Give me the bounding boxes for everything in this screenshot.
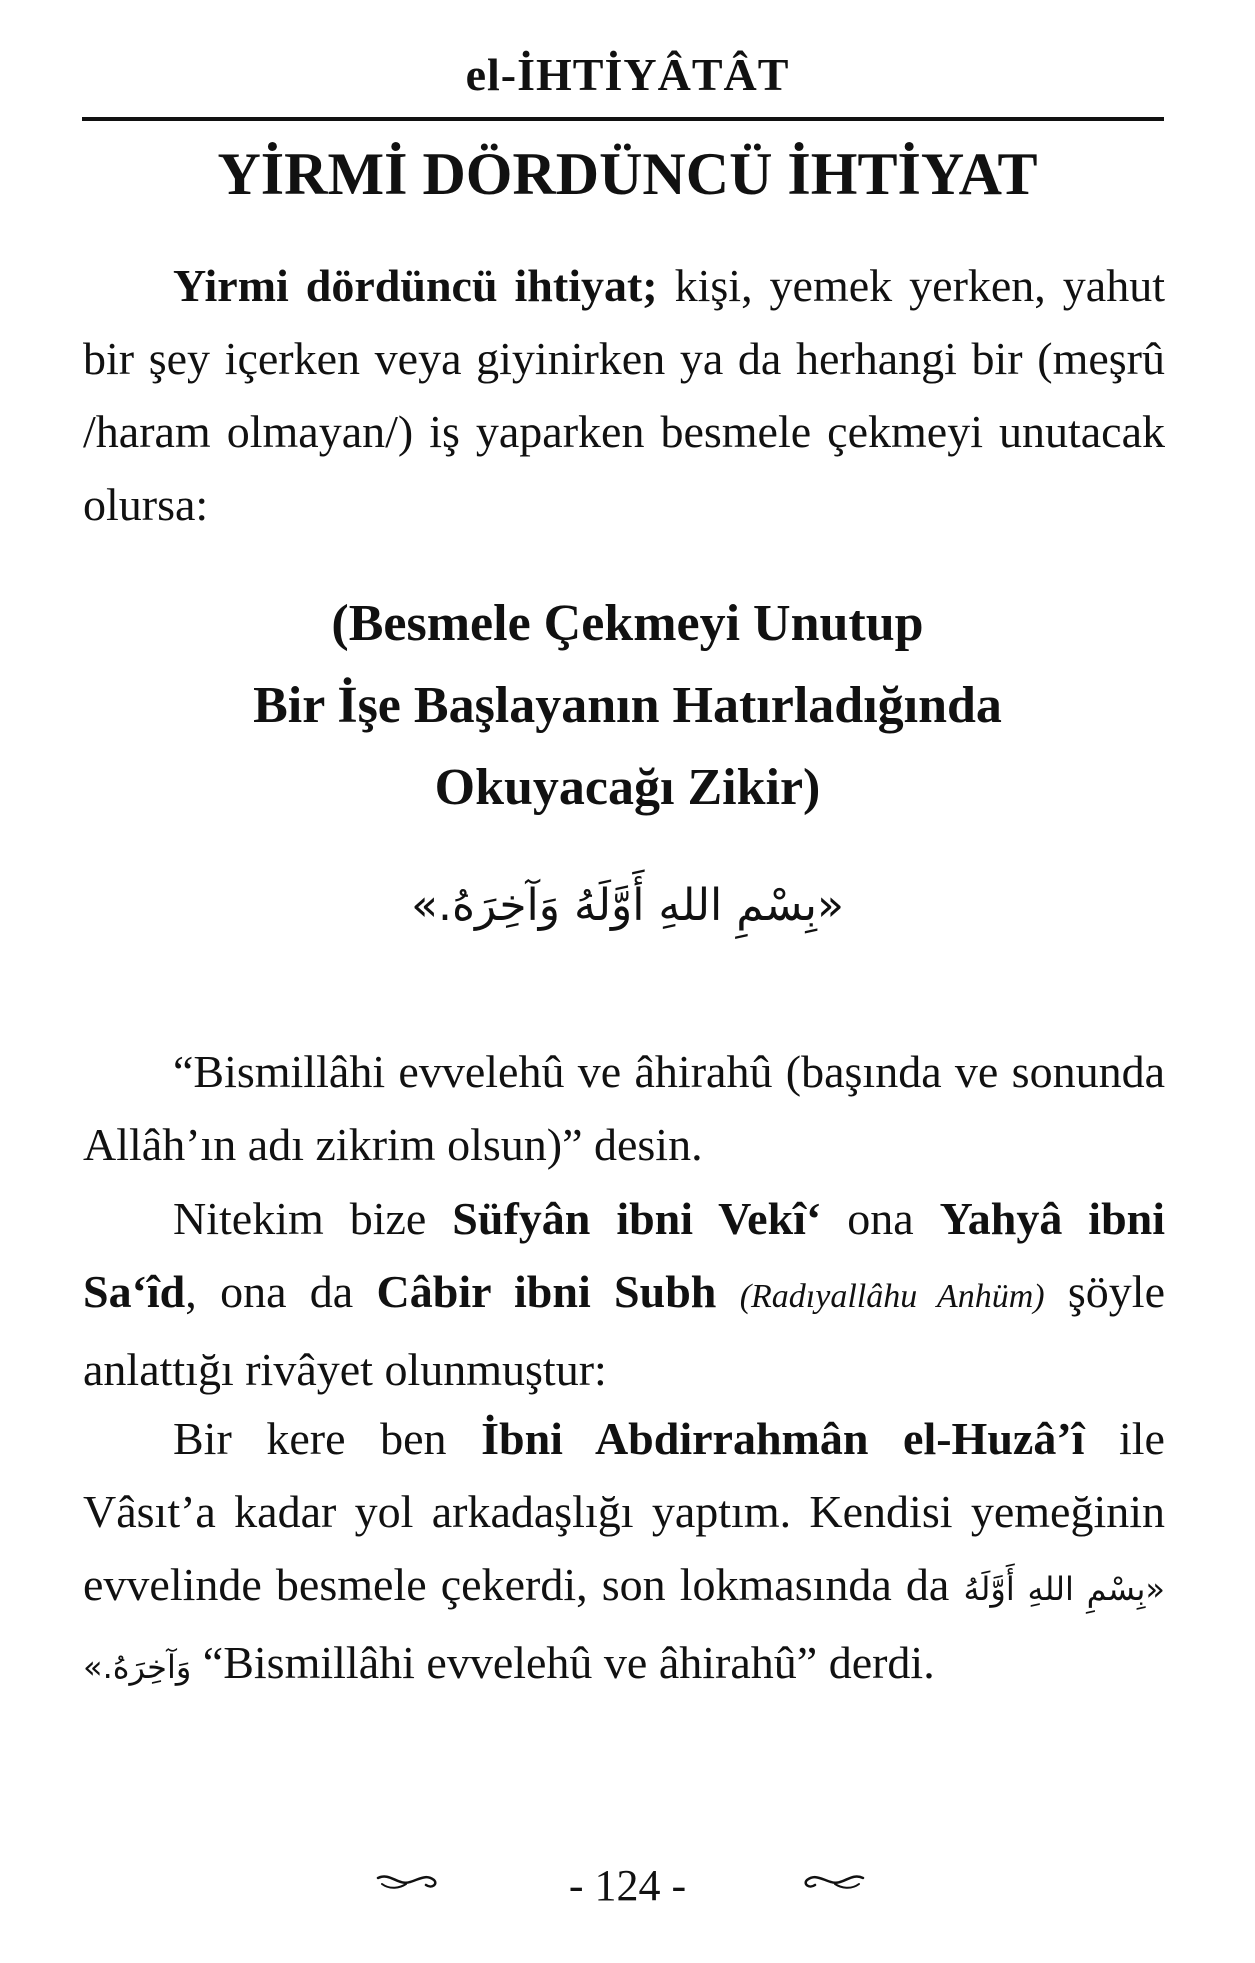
right-ornament-icon [795, 1870, 865, 1894]
story-text-3: “Bismillâhi evvelehû ve âhirahû” derdi. [191, 1637, 935, 1688]
paragraph-narration [83, 1182, 1165, 1406]
subtitle-line-2: Bir İşe Başlayanın Hatırladığında [253, 677, 1002, 734]
paragraph-story [83, 1402, 1165, 1704]
arabic-dua-inline: «بِسْمِ اللهِ أَوَّلَهُ وَآخِرَهُ.» [83, 1570, 1165, 1686]
subtitle-line-3: Okuyacağı Zikir) [434, 759, 821, 816]
paragraph-translation: “Bismillâhi evvelehû ve âhirahû (başında ve sonunda Allâh’ın adı zikrim olsun)” desin. [83, 1046, 1165, 1170]
narrator-name-2: Yahyâ ibni Sa‘îd [83, 1193, 1166, 1317]
chapter-title: YİRMİ DÖRDÜNCÜ İHTİYAT [217, 141, 1038, 207]
narration-text-1: Nitekim bize [173, 1193, 453, 1244]
section-subtitle [0, 583, 1255, 829]
narrator-name-3: Câbir ibni Subh [376, 1266, 717, 1317]
narration-text-2: ona [821, 1193, 940, 1244]
header-rule [82, 117, 1164, 121]
honorific-note: (Radıyallâhu Anhüm) [739, 1278, 1045, 1315]
subtitle-line-1: (Besmele Çekmeyi Unutup [331, 595, 924, 652]
page-footer [0, 1860, 1255, 1910]
narration-text-3: , ona da [185, 1266, 377, 1317]
story-text-2: ile Vâsıt’a kadar yol arkadaşlığı yaptım. Kendisi yemeğinin evvelinde besmele çekerdi, son lokmasında da [83, 1413, 1165, 1610]
intro-lead: Yirmi dördüncü ihtiyat; [173, 260, 658, 311]
intro-text: kişi, yemek yerken, yahut bir şey içerken veya giyinirken ya da herhangi bir (meşrû /haram olmayan/) iş yaparken besmele çekmeyi unutacak olursa: [83, 260, 1165, 530]
running-header: el-İHTİYÂTÂT [465, 49, 790, 100]
narrator-name-1: Süfyân ibni Vekî‘ [452, 1193, 822, 1244]
story-text-1: Bir kere ben [173, 1413, 482, 1464]
story-person-name: İbni Abdirrahmân el-Huzâ’î [481, 1413, 1085, 1464]
narration-text-5: şöyle anlattığı rivâyet olunmuştur: [83, 1266, 1165, 1395]
page-number: - 124 - [568, 1861, 687, 1910]
arabic-dua: «بِسْمِ اللهِ أَوَّلَهُ وَآخِرَهُ.» [411, 880, 844, 931]
paragraph-intro [83, 249, 1165, 541]
narration-text-4 [716, 1266, 739, 1317]
